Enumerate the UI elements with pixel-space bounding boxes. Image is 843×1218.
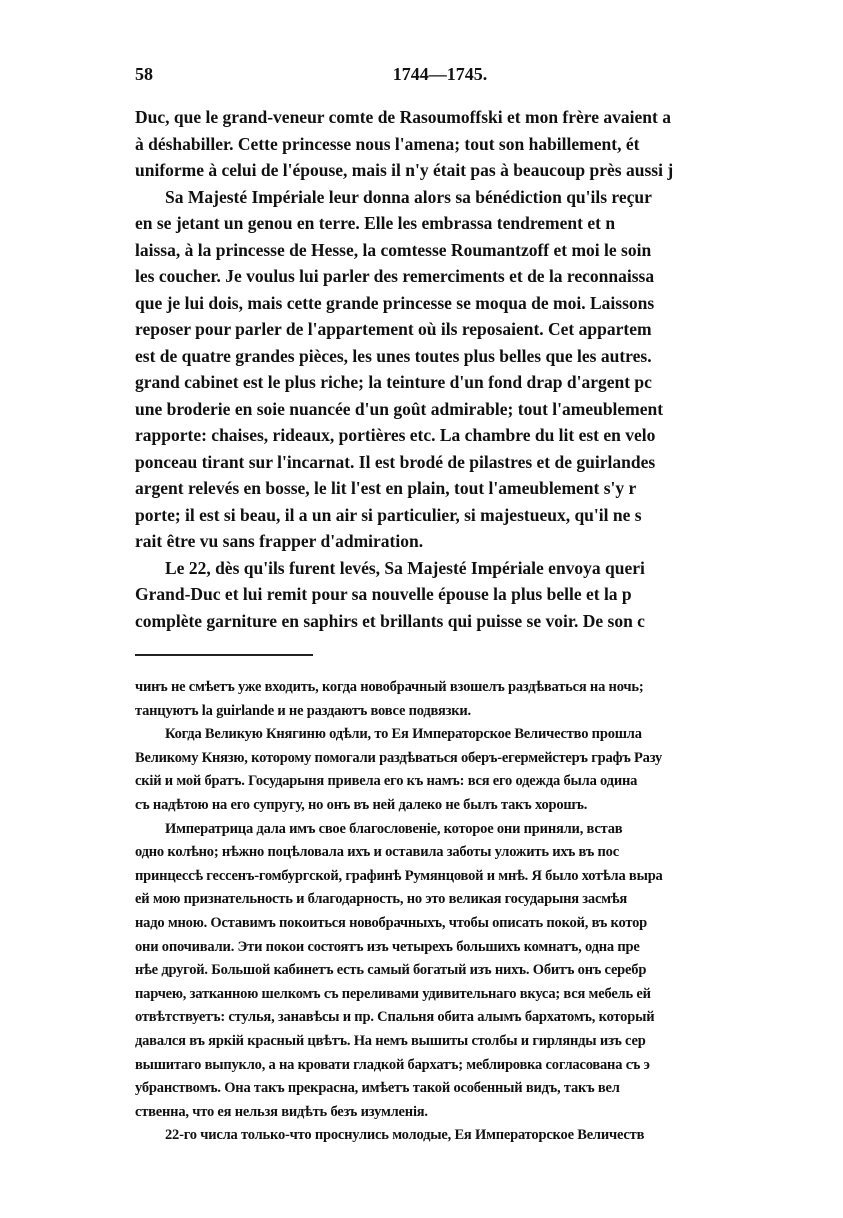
text-line: ponceau tirant sur l'incarnat. Il est brodé de pilastres et de guirlandes xyxy=(135,451,656,472)
text-line: они опочивали. Эти покои состоятъ изъ четырехъ большихъ комнатъ, одна пре xyxy=(135,938,640,955)
text-line: argent relevés en bosse, le lit l'est en plain, tout l'ameublement s'y r xyxy=(135,478,637,498)
text-line: нѣе другой. Большой кабинетъ есть самый богатый изъ нихъ. Обитъ онъ серебр xyxy=(135,962,647,979)
running-title: 1744—1745. xyxy=(392,64,488,84)
text-line: grand cabinet est le plus riche; la teinture d'un fond drap d'argent pc xyxy=(135,372,652,392)
text-line: съ надѣтою на его супругу, но онъ въ ней далеко не былъ такъ хорошъ. xyxy=(135,796,588,813)
text-line: reposer pour parler de l'appartement où ils reposaient. Cet appartem xyxy=(135,319,652,339)
text-line: танцуютъ la guirlande и не раздаютъ вовсе подвязки. xyxy=(135,702,471,719)
text-line: uniforme à celui de l'épouse, mais il n'y était pas à beaucoup près aussi j xyxy=(135,160,674,180)
text-line: вышитаго выпукло, а на кровати гладкой бархатъ; меблировка согласована съ э xyxy=(135,1056,650,1073)
text-line: 22-го числа только-что проснулись молодые, Ея Императорское Величеств xyxy=(165,1127,645,1144)
text-line: чинъ не смѣетъ уже входить, когда новобрачный взошелъ раздѣваться на ночь; xyxy=(135,679,644,695)
french-main-text xyxy=(135,104,735,634)
text-line: принцессѣ гессенъ-гомбургской, графинѣ Румянцовой и мнѣ. Я было хотѣла выра xyxy=(135,867,663,884)
text-line: que je lui dois, mais cette grande princesse se moqua de moi. Laissons xyxy=(135,292,655,313)
text-line: Le 22, dès qu'ils furent levés, Sa Majesté Impériale envoya queri xyxy=(165,557,645,578)
text-line: отвѣтствуетъ: стулья, занавѣсы и пр. Спальня обита алымъ бархатомъ, который xyxy=(135,1009,655,1026)
text-line: en se jetant un genou en terre. Elle les embrassa tendrement et n xyxy=(135,213,616,233)
text-line: Великому Князю, которому помогали раздѣваться оберъ-егермейстеръ графъ Разу xyxy=(135,749,663,766)
text-line: Grand-Duc et lui remit pour sa nouvelle épouse la plus belle et la p xyxy=(135,584,632,604)
russian-footnote-text xyxy=(135,676,735,1148)
text-line: скій и мой братъ. Государыня привела его къ намъ: вся его одежда была одина xyxy=(135,773,638,790)
text-line: les coucher. Je voulus lui parler des remerciments et de la reconnaissa xyxy=(135,266,655,286)
text-line: Duc, que le grand-veneur comte de Rasoumoffski et mon frère avaient a xyxy=(135,107,671,127)
footnote-separator xyxy=(135,654,313,656)
text-line: одно колѣно; нѣжно поцѣловала ихъ и оставила заботы уложить ихъ въ пос xyxy=(135,844,619,861)
text-line: laissa, à la princesse de Hesse, la comtesse Roumantzoff et moi le soin xyxy=(135,239,652,260)
text-line: rapporte: chaises, rideaux, portières etc. La chambre du lit est en velo xyxy=(135,425,656,445)
text-line: Императрица дала имъ свое благословеніе, которое они приняли, встав xyxy=(165,820,623,837)
text-line: давался въ яркій красный цвѣтъ. На немъ вышиты столбы и гирлянды изъ сер xyxy=(135,1032,646,1049)
text-line: à déshabiller. Cette princesse nous l'amena; tout son habillement, ét xyxy=(135,133,640,154)
text-line: Когда Великую Княгиню одѣли, то Ея Императорское Величество прошла xyxy=(165,726,642,743)
text-line: porte; il est si beau, il a un air si particulier, si majestueux, qu'il ne s xyxy=(135,504,642,525)
text-line: парчею, затканною шелкомъ съ переливами удивительнаго вкуса; вся мебель ей xyxy=(135,985,651,1002)
page-number: 58 xyxy=(135,64,153,84)
text-line: est de quatre grandes pièces, les unes toutes plus belles que les autres. xyxy=(135,345,652,366)
text-line: ственна, что ея нельзя видѣть безъ изумленія. xyxy=(135,1103,428,1120)
text-line: une broderie en soie nuancée d'un goût admirable; tout l'ameublement xyxy=(135,398,664,419)
text-line: надо мною. Оставимъ покоиться новобрачныхъ, чтобы описать покой, въ котор xyxy=(135,914,648,931)
text-line: rait être vu sans frapper d'admiration. xyxy=(135,531,424,551)
text-line: Sa Majesté Impériale leur donna alors sa bénédiction qu'ils reçur xyxy=(165,186,652,207)
text-line: complète garniture en saphirs et brillants qui puisse se voir. De son c xyxy=(135,610,645,631)
text-line: ей мою признательность и благодарность, но это великая государыня засмѣя xyxy=(135,891,628,908)
text-line: убранствомъ. Она такъ прекрасна, имѣетъ такой особенный видъ, такъ вел xyxy=(135,1080,620,1097)
